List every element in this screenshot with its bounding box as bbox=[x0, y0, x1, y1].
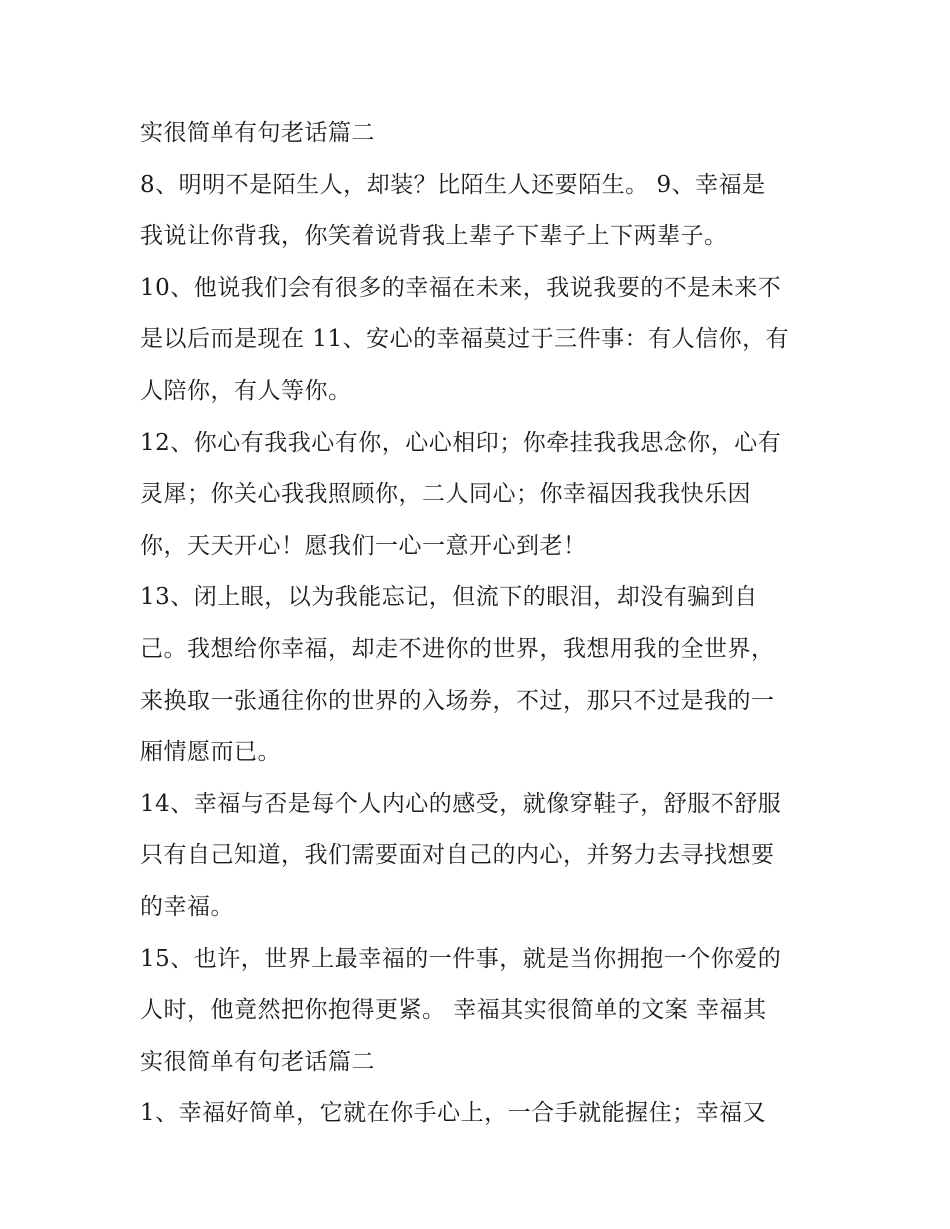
text-line: 只有自己知道，我们需要面对自己的内心，并努力去寻找想要 bbox=[140, 842, 775, 869]
text-line: 实很简单有句老话篇二 bbox=[140, 120, 375, 146]
text-line: 8、明明不是陌生人，却装？比陌生人还要陌生。 9、幸福是 bbox=[140, 171, 766, 198]
text-line: 人时，他竟然把你抱得更紧。 幸福其实很简单的文案 幸福其 bbox=[140, 997, 767, 1024]
text-line: 1、幸福好简单，它就在你手心上，一合手就能握住；幸福又 bbox=[140, 1100, 767, 1127]
text-line: 是以后而是现在 11、安心的幸福莫过于三件事：有人信你，有 bbox=[140, 326, 790, 353]
text-line: 你，天天开心！愿我们一心一意开心到老！ bbox=[140, 532, 587, 559]
text-line: 10、他说我们会有很多的幸福在未来，我说我要的不是未来不 bbox=[140, 274, 782, 301]
text-line: 12、你心有我我心有你，心心相印；你牵挂我我思念你，心有 bbox=[140, 429, 782, 456]
text-line: 厢情愿而已。 bbox=[140, 739, 281, 766]
text-line: 己。我想给你幸福，却走不进你的世界，我想用我的全世界， bbox=[140, 635, 775, 662]
text-line: 来换取一张通往你的世界的入场券，不过，那只不过是我的一 bbox=[140, 687, 775, 714]
text-line: 13、闭上眼，以为我能忘记，但流下的眼泪，却没有骗到自 bbox=[140, 584, 758, 611]
text-line: 实很简单有句老话篇二 bbox=[140, 1048, 375, 1075]
text-line: 15、也许，世界上最幸福的一件事，就是当你拥抱一个你爱的 bbox=[140, 945, 782, 972]
text-line: 14、幸福与否是每个人内心的感受，就像穿鞋子，舒服不舒服 bbox=[140, 790, 782, 817]
text-line: 我说让你背我，你笑着说背我上辈子下辈子上下两辈子。 bbox=[140, 223, 728, 250]
document-body bbox=[140, 108, 820, 1140]
text-line: 灵犀；你关心我我照顾你，二人同心；你幸福因我我快乐因 bbox=[140, 481, 751, 508]
text-line: 的幸福。 bbox=[140, 893, 234, 920]
text-line: 人陪你，有人等你。 bbox=[140, 377, 352, 404]
